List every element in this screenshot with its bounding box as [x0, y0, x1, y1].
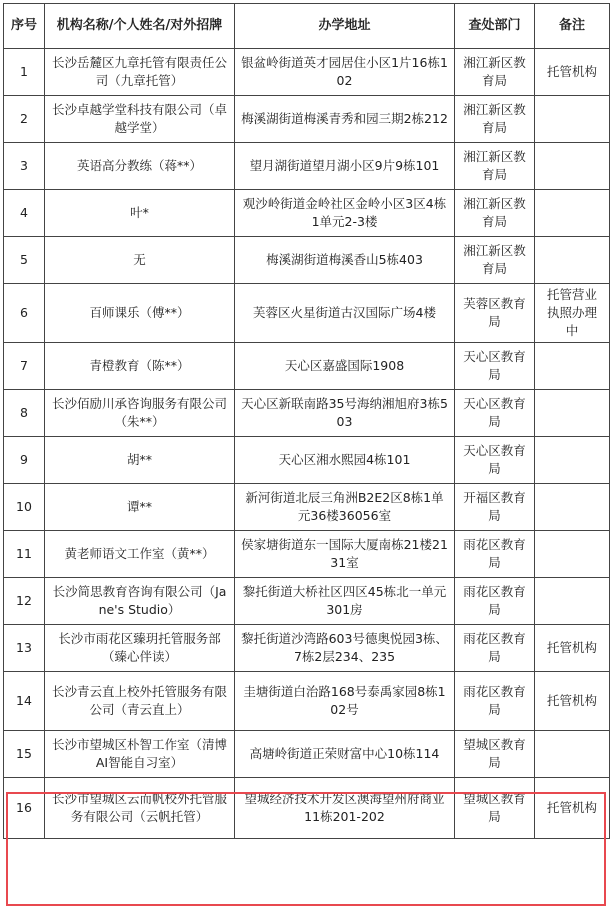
cell-note	[535, 96, 610, 143]
table-row	[4, 49, 610, 96]
cell-name: 胡**	[45, 437, 235, 484]
table-row	[4, 237, 610, 284]
table-header-row	[4, 4, 610, 49]
cell-department: 望城区教育局	[455, 731, 535, 778]
table-row	[4, 578, 610, 625]
cell-note: 托管机构	[535, 778, 610, 839]
cell-name: 英语高分教练（蒋**）	[45, 143, 235, 190]
cell-address: 天心区新联南路35号海纳湘旭府3栋503	[235, 390, 455, 437]
cell-note	[535, 390, 610, 437]
cell-department: 天心区教育局	[455, 343, 535, 390]
header-note: 备注	[535, 4, 610, 49]
cell-no: 15	[4, 731, 45, 778]
cell-address: 芙蓉区火星街道古汉国际广场4楼	[235, 284, 455, 343]
cell-no: 12	[4, 578, 45, 625]
cell-name: 长沙卓越学堂科技有限公司（卓越学堂）	[45, 96, 235, 143]
cell-no: 16	[4, 778, 45, 839]
cell-no: 9	[4, 437, 45, 484]
table-row	[4, 731, 610, 778]
table-row	[4, 437, 610, 484]
cell-address: 梅溪湖街道梅溪青秀和园三期2栋212	[235, 96, 455, 143]
cell-no: 7	[4, 343, 45, 390]
cell-no: 11	[4, 531, 45, 578]
cell-note	[535, 343, 610, 390]
cell-address: 望城经济技术开发区澳海望州府商业11栋201-202	[235, 778, 455, 839]
cell-address: 天心区嘉盛国际1908	[235, 343, 455, 390]
cell-department: 开福区教育局	[455, 484, 535, 531]
cell-address: 望月湖街道望月湖小区9片9栋101	[235, 143, 455, 190]
cell-no: 8	[4, 390, 45, 437]
cell-department: 雨花区教育局	[455, 672, 535, 731]
cell-department: 雨花区教育局	[455, 625, 535, 672]
table-row	[4, 190, 610, 237]
cell-name: 长沙佰励川承咨询服务有限公司（朱**）	[45, 390, 235, 437]
cell-no: 6	[4, 284, 45, 343]
table-body	[4, 49, 610, 839]
table-row	[4, 343, 610, 390]
cell-note: 托管机构	[535, 625, 610, 672]
cell-address: 黎托街道大桥社区四区45栋北一单元301房	[235, 578, 455, 625]
cell-department: 湘江新区教育局	[455, 190, 535, 237]
cell-name: 叶*	[45, 190, 235, 237]
cell-no: 4	[4, 190, 45, 237]
cell-note	[535, 237, 610, 284]
cell-address: 新河街道北辰三角洲B2E2区8栋1单元36楼36056室	[235, 484, 455, 531]
cell-name: 青橙教育（陈**）	[45, 343, 235, 390]
cell-no: 13	[4, 625, 45, 672]
cell-address: 观沙岭街道金岭社区金岭小区3区4栋1单元2-3楼	[235, 190, 455, 237]
table-row	[4, 484, 610, 531]
cell-department: 望城区教育局	[455, 778, 535, 839]
cell-note: 托管营业执照办理中	[535, 284, 610, 343]
cell-note	[535, 578, 610, 625]
cell-address: 天心区湘水熙园4栋101	[235, 437, 455, 484]
cell-note: 托管机构	[535, 49, 610, 96]
cell-note: 托管机构	[535, 672, 610, 731]
cell-department: 雨花区教育局	[455, 531, 535, 578]
cell-name: 黄老师语文工作室（黄**）	[45, 531, 235, 578]
cell-note	[535, 484, 610, 531]
cell-no: 1	[4, 49, 45, 96]
cell-name: 长沙岳麓区九章托管有限责任公司（九章托管）	[45, 49, 235, 96]
cell-name: 长沙市望城区朴智工作室（清博AI智能自习室）	[45, 731, 235, 778]
cell-no: 10	[4, 484, 45, 531]
table-row	[4, 531, 610, 578]
header-no: 序号	[4, 4, 45, 49]
cell-name: 无	[45, 237, 235, 284]
cell-name: 长沙市望城区云而帆校外托管服务有限公司（云帆托管）	[45, 778, 235, 839]
cell-note	[535, 437, 610, 484]
header-address: 办学地址	[235, 4, 455, 49]
cell-department: 湘江新区教育局	[455, 49, 535, 96]
cell-name: 百师课乐（傅**）	[45, 284, 235, 343]
cell-address: 侯家塘街道东一国际大厦南栋21楼2131室	[235, 531, 455, 578]
cell-note	[535, 143, 610, 190]
cell-no: 5	[4, 237, 45, 284]
table-row	[4, 96, 610, 143]
inspection-table	[3, 3, 610, 839]
cell-department: 雨花区教育局	[455, 578, 535, 625]
cell-address: 黎托街道沙湾路603号德奥悦园3栋、7栋2层234、235	[235, 625, 455, 672]
table-row	[4, 143, 610, 190]
cell-department: 湘江新区教育局	[455, 143, 535, 190]
cell-address: 梅溪湖街道梅溪香山5栋403	[235, 237, 455, 284]
header-name: 机构名称/个人姓名/对外招牌	[45, 4, 235, 49]
table-row	[4, 778, 610, 839]
table-row	[4, 284, 610, 343]
cell-no: 14	[4, 672, 45, 731]
cell-name: 谭**	[45, 484, 235, 531]
table-row	[4, 625, 610, 672]
header-department: 查处部门	[455, 4, 535, 49]
cell-address: 圭塘街道白治路168号泰禹家园8栋102号	[235, 672, 455, 731]
cell-no: 2	[4, 96, 45, 143]
cell-department: 芙蓉区教育局	[455, 284, 535, 343]
cell-name: 长沙市雨花区臻玥托管服务部（臻心伴读）	[45, 625, 235, 672]
cell-no: 3	[4, 143, 45, 190]
cell-note	[535, 190, 610, 237]
cell-department: 湘江新区教育局	[455, 237, 535, 284]
cell-note	[535, 731, 610, 778]
cell-department: 天心区教育局	[455, 437, 535, 484]
cell-department: 天心区教育局	[455, 390, 535, 437]
cell-department: 湘江新区教育局	[455, 96, 535, 143]
cell-name: 长沙简思教育咨询有限公司（Jane's Studio）	[45, 578, 235, 625]
table-row	[4, 672, 610, 731]
cell-address: 银盆岭街道英才园居住小区1片16栋102	[235, 49, 455, 96]
cell-address: 高塘岭街道正荣财富中心10栋114	[235, 731, 455, 778]
cell-note	[535, 531, 610, 578]
table-row	[4, 390, 610, 437]
cell-name: 长沙青云直上校外托管服务有限公司（青云直上）	[45, 672, 235, 731]
